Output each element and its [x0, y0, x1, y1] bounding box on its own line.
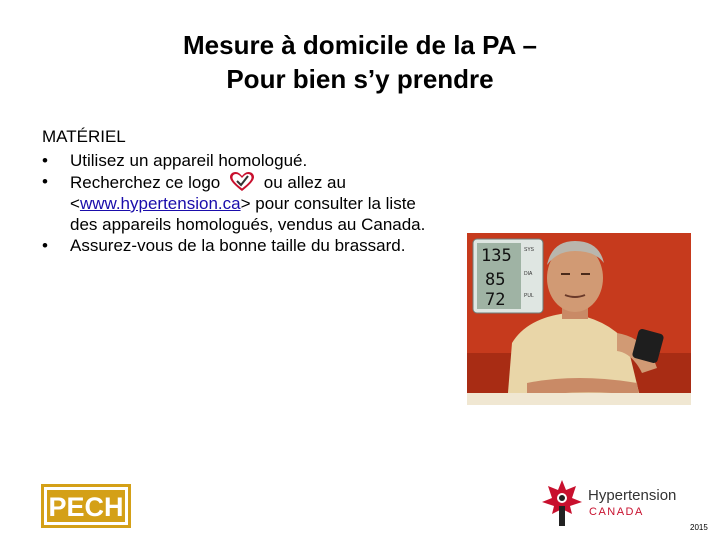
bullet-item-continued [42, 193, 462, 214]
bullet-text: pour consulter la liste [250, 194, 416, 213]
sys-label: SYS [524, 247, 535, 253]
link-bracket-open: < [70, 194, 80, 213]
link-bracket-close: > [240, 194, 251, 213]
bullet-text: des appareils homologués, vendus au Canada. [70, 215, 426, 234]
pulse-value: 72 [485, 290, 506, 310]
year-label: 2015 [690, 523, 708, 532]
title-line-1: Mesure à domicile de la PA – [182, 30, 538, 60]
brand-subtitle: CANADA [589, 506, 644, 518]
bullet-list [42, 150, 462, 256]
dia-label: DIA [524, 271, 533, 277]
bullet-marker: • [42, 172, 48, 191]
bullet-text: Utilisez un appareil homologué. [70, 151, 308, 170]
bullet-item [42, 171, 462, 193]
patient-photo [467, 233, 691, 405]
dia-value: 85 [485, 270, 506, 290]
bullet-item-continued [42, 214, 462, 235]
bullet-text: Recherchez ce logo [70, 173, 221, 192]
bullet-item [42, 150, 462, 171]
patient-illustration [467, 233, 691, 405]
hypertension-link[interactable]: www.hypertension.ca [79, 194, 241, 213]
sys-value: 135 [481, 246, 512, 266]
pul-label: PUL [524, 293, 534, 299]
heart-check-logo-icon [229, 171, 255, 193]
bullet-item [42, 235, 462, 256]
bullet-text: Assurez-vous de la bonne taille du brassard. [70, 236, 406, 255]
pech-logo [41, 484, 131, 528]
section-label: MATÉRIEL [42, 127, 126, 146]
bullet-marker: • [42, 236, 48, 255]
brand-name: Hypertension [588, 487, 677, 504]
title-line-2: Pour bien s’y prendre [226, 64, 494, 94]
bullet-text: ou allez au [263, 173, 346, 192]
pech-logo-text: PECH [48, 492, 124, 522]
slide-title [0, 28, 720, 96]
bullet-marker: • [42, 151, 48, 170]
